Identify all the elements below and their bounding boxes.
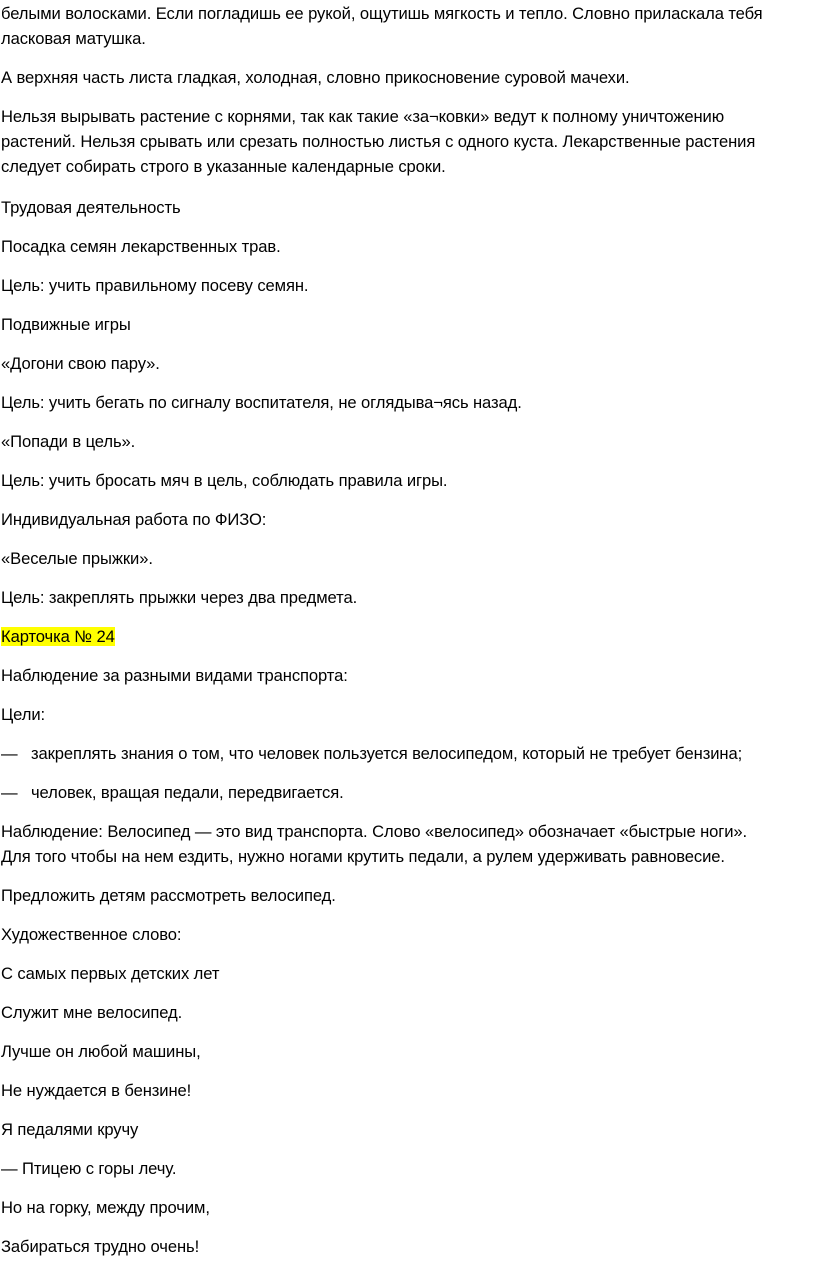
goal-item	[1, 741, 742, 766]
heading-individual-work: Индивидуальная работа по ФИЗО:	[1, 510, 267, 529]
paragraph-game1-goal: Цель: учить бегать по сигналу воспитателя, не оглядыва¬ясь назад.	[1, 393, 522, 412]
poem-line: Я педалями кручу	[1, 1120, 139, 1139]
heading-goals: Цели:	[1, 705, 46, 724]
poem-line: Лучше он любой машины,	[1, 1042, 201, 1061]
heading-labor-activity: Трудовая деятельность	[1, 198, 181, 217]
poem-line: Но на горку, между прочим,	[1, 1198, 210, 1217]
text-line: белыми волосками. Если погладишь ее рукой, ощутишь мягкость и тепло. Словно приласкала тебя	[1, 4, 763, 23]
exercise-title-jumps: «Веселые прыжки».	[1, 549, 153, 568]
text-line: Наблюдение: Велосипед — это вид транспорта. Слово «велосипед» обозначает «быстрые ноги».	[1, 822, 748, 841]
dash-marker: —	[1, 744, 18, 763]
goal-item	[1, 780, 344, 805]
goal-text: человек, вращая педали, передвигается.	[31, 783, 344, 802]
paragraph-bicycle-observation	[1, 819, 747, 869]
paragraph-seed-planting: Посадка семян лекарственных трав.	[1, 237, 281, 256]
goal-text: закреплять знания о том, что человек пользуется велосипедом, который не требует бензина;	[31, 744, 743, 763]
dash-marker: —	[1, 783, 18, 802]
poem-line: Не нуждается в бензине!	[1, 1081, 192, 1100]
heading-transport-observation: Наблюдение за разными видами транспорта:	[1, 666, 348, 685]
poem-line: С самых первых детских лет	[1, 964, 220, 983]
poem-line: — Птицею с горы лечу.	[1, 1159, 177, 1178]
card-title	[1, 624, 115, 649]
paragraph-jumps-goal: Цель: закреплять прыжки через два предмета.	[1, 588, 358, 607]
poem-line: Забираться трудно очень!	[1, 1237, 200, 1256]
text-line: растений. Нельзя срывать или срезать полностью листья с одного куста. Лекарственные растения	[1, 132, 756, 151]
text-line: ласковая матушка.	[1, 29, 146, 48]
text-line: следует собирать строго в указанные календарные сроки.	[1, 157, 446, 176]
game-title-hit-target: «Попади в цель».	[1, 432, 136, 451]
game-title-catch-pair: «Догони свою пару».	[1, 354, 160, 373]
heading-outdoor-games: Подвижные игры	[1, 315, 131, 334]
paragraph-stepmother-leaf: А верхняя часть листа гладкая, холодная, словно прикосновение суровой мачехи.	[1, 68, 630, 87]
paragraph-examine-bicycle: Предложить детям рассмотреть велосипед.	[1, 886, 336, 905]
text-line: Нельзя вырывать растение с корнями, так как такие «за¬ковки» ведут к полному уничтожению	[1, 107, 725, 126]
paragraph-mother-leaf	[1, 1, 763, 51]
poem-line: Служит мне велосипед.	[1, 1003, 183, 1022]
card-title-highlight: Карточка № 24	[1, 627, 115, 646]
heading-literary-word: Художественное слово:	[1, 925, 182, 944]
paragraph-collection-rules	[1, 104, 755, 179]
text-line: Для того чтобы на нем ездить, нужно ногами крутить педали, а рулем удерживать равновесие.	[1, 847, 725, 866]
paragraph-planting-goal: Цель: учить правильному посеву семян.	[1, 276, 309, 295]
paragraph-game2-goal: Цель: учить бросать мяч в цель, соблюдать правила игры.	[1, 471, 448, 490]
